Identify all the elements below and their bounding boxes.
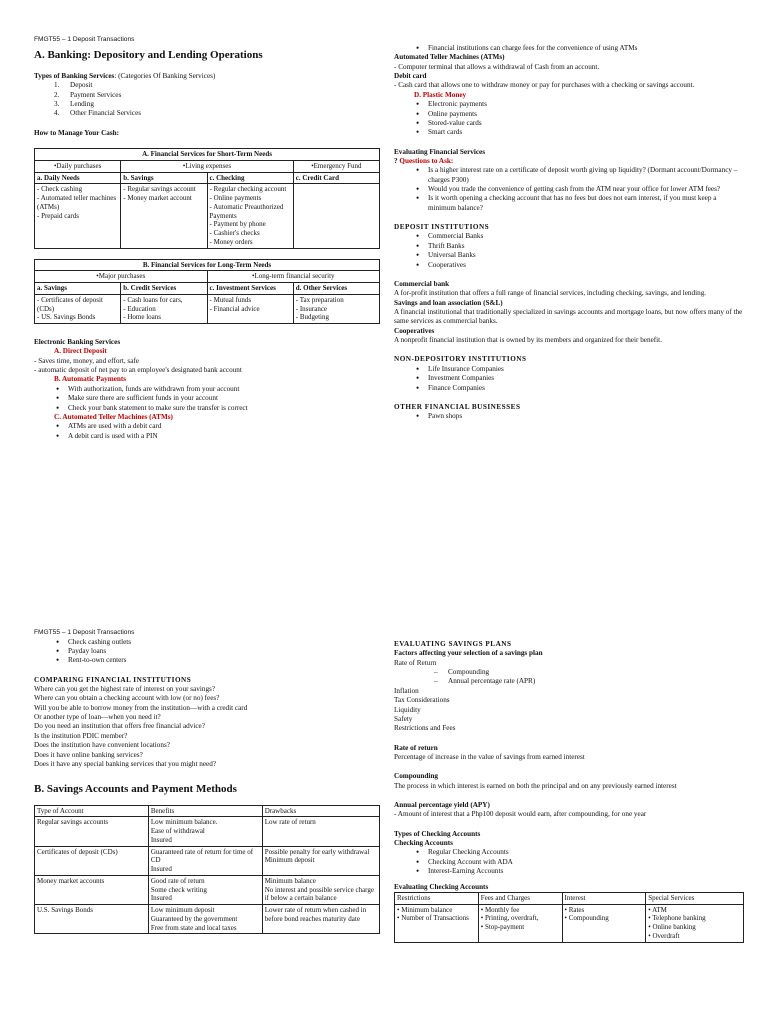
page-one-right-column	[394, 44, 744, 422]
page-header: FMGT55 – 1 Deposit Transactions	[34, 36, 135, 43]
table-subcaption: •Long-term financial security	[207, 271, 380, 283]
atm-definition: - Computer terminal that allows a withdrawal of Cash from an account.	[394, 62, 600, 71]
compare-line: Does the institution have convenient locations?	[34, 741, 170, 750]
types-label: Types of Banking Services	[34, 71, 115, 80]
rate-of-return-definition: Percentage of increase in the value of savings from earned interest	[394, 752, 585, 761]
compounding-definition: The process in which interest is earned on both the principal and on any previously earned interest	[394, 781, 677, 790]
list-item: • A debit card is used with a PIN	[34, 432, 380, 441]
types-rest: : (Categories Of Banking Services)	[114, 71, 216, 80]
list-item: • Investment Companies	[394, 374, 744, 383]
compare-line: Or another type of loan—when you need it?	[34, 713, 161, 722]
automatic-payments-label: B. Automatic Payments	[54, 375, 127, 384]
comparing-heading: COMPARING FINANCIAL INSTITUTIONS	[34, 675, 192, 684]
sl-definition: A financial institutional that traditionally specialized in savings accounts and mortgage loans, but now offers many of the same services as commercial banks.	[394, 307, 743, 326]
types-list	[34, 81, 380, 118]
list-item: • Online payments	[394, 110, 744, 119]
apy-heading: Annual percentage yield (APY)	[394, 801, 490, 810]
evaluating-savings-heading: EVALUATING SAVINGS PLANS	[394, 640, 512, 648]
compare-line: Is the institution PDIC member?	[34, 731, 128, 740]
page-two-right-column	[394, 640, 744, 943]
questions-list	[394, 166, 744, 213]
table-header: Restrictions	[395, 892, 479, 904]
debit-heading: Debit card	[394, 72, 427, 81]
list-item: • Smart cards	[394, 128, 744, 137]
table-row: Money market accounts Good rate of return Some check writing Insured Minimum balance No interest and possible service charge if below a certain balance	[35, 875, 380, 904]
section-b-title: B. Savings Accounts and Payment Methods	[34, 783, 237, 796]
atm-fee-list	[394, 44, 744, 53]
table-cell: - Tax preparation - Insurance - Budgeting	[293, 294, 379, 323]
automatic-payments-list	[34, 385, 380, 413]
evaluating-heading: Evaluating Financial Services	[394, 147, 486, 156]
list-item: • Would you trade the convenience of getting cash from the ATM near your office for lower ATM fees?	[394, 185, 744, 194]
table-caption: A. Financial Services for Short-Term Needs	[35, 149, 380, 161]
types-checking-heading: Types of Checking Accounts	[394, 829, 481, 838]
atm-heading: Automated Teller Machines (ATMs)	[394, 53, 505, 62]
table-subcaption: •Emergency Fund	[293, 160, 379, 172]
rate-of-return-list	[394, 668, 744, 687]
page-two	[0, 512, 768, 1024]
list-item: • Commercial Banks	[394, 232, 744, 241]
table-header: Benefits	[148, 805, 262, 817]
compare-line: Does it have online banking services?	[34, 750, 143, 759]
factor-item: Tax Considerations	[394, 696, 450, 705]
table-header: d. Other Services	[293, 283, 379, 295]
factor-item: Liquidity	[394, 705, 421, 714]
page-two-left-column	[34, 629, 380, 934]
atm-list	[34, 422, 380, 441]
page-one-left-column	[34, 0, 380, 441]
list-item: • Pawn shops	[394, 412, 744, 421]
other-businesses-heading: OTHER FINANCIAL BUSINESSES	[394, 402, 521, 411]
table-row: Regular savings accounts Low minimum balance. Ease of withdrawal Insured Low rate of return	[35, 817, 380, 846]
atm-label: C. Automated Teller Machines (ATMs)	[54, 412, 173, 421]
commercial-bank-definition: A for-profit institution that offers a full range of financial services, including checking, savings, and lending.	[394, 289, 707, 298]
factor-item: Restrictions and Fees	[394, 724, 456, 733]
plastic-money-list	[394, 100, 744, 137]
list-item: • Life Insurance Companies	[394, 365, 744, 374]
list-item: • Is it worth opening a checking account that has no fees but does not earn interest, if you must keep a minimum balance?	[394, 194, 744, 213]
deposit-institutions-list	[394, 232, 744, 269]
list-item: – Compounding	[394, 668, 744, 677]
table-caption: B. Financial Services for Long-Term Needs	[35, 259, 380, 271]
list-item: • With authorization, funds are withdrawn from your account	[34, 385, 380, 394]
list-item: • Check cashing outlets	[34, 638, 380, 647]
list-item: • Interest-Earning Accounts	[394, 867, 744, 876]
compare-line: Will you be able to borrow money from the institution—with a credit card	[34, 703, 248, 712]
page-title: A. Banking: Depository and Lending Operations	[34, 48, 263, 61]
table-header: Drawbacks	[262, 805, 379, 817]
table-header: Fees and Charges	[478, 892, 562, 904]
checking-accounts-heading: Checking Accounts	[394, 839, 453, 848]
questions-label: Questions to Ask:	[399, 156, 454, 165]
other-businesses-continued-list	[34, 638, 380, 666]
table-header: Special Services	[646, 892, 744, 904]
non-depository-heading: NON-DEPOSITORY INSTITUTIONS	[394, 355, 527, 364]
cooperatives-definition: A nonprofit financial institution that is owned by its members and organized for their benefit.	[394, 336, 662, 345]
table-header: c. Credit Card	[293, 172, 379, 184]
rate-of-return-heading: Rate of return	[394, 743, 438, 752]
list-item: • Cooperatives	[394, 261, 744, 270]
compounding-heading: Compounding	[394, 772, 438, 781]
direct-deposit-line: - Saves time, money, and effort, safe	[34, 356, 139, 365]
list-item: • Electronic payments	[394, 100, 744, 109]
factors-heading: Factors affecting your selection of a savings plan	[394, 649, 543, 658]
table-cell	[293, 184, 379, 248]
compare-line: Does it have any special banking services that you might need?	[34, 759, 217, 768]
table-cell: - Check cashing - Automated teller machines (ATMs) - Prepaid cards	[35, 184, 121, 248]
evaluating-checking-heading: Evaluating Checking Accounts	[394, 882, 489, 891]
list-item: • Payday loans	[34, 647, 380, 656]
table-row: • Minimum balance • Number of Transactions • Monthly fee • Printing, overdraft, • Stop-payment • Rates • Compounding • ATM • Telephone banking • Online banking • Overdraft	[395, 904, 744, 942]
page-header: FMGT55 – 1 Deposit Transactions	[34, 629, 135, 636]
sl-heading: Savings and loan association (S&L)	[394, 298, 503, 307]
list-item: 3. Lending	[54, 99, 94, 108]
table-row: U.S. Savings Bonds Low minimum deposit Guaranteed by the government Free from state and local taxes Lower rate of return when cashed in before bond reaches maturity date	[35, 905, 380, 934]
list-item: • Stored-value cards	[394, 119, 744, 128]
factor-item: Inflation	[394, 686, 419, 695]
table-long-term	[34, 259, 380, 325]
apy-definition: - Amount of interest that a Php100 deposit would earn, after compounding, for one year	[394, 810, 647, 819]
compare-line: Where can you get the highest rate of interest on your savings?	[34, 685, 216, 693]
cooperatives-heading: Cooperatives	[394, 326, 435, 335]
list-item: • Rent-to-own centers	[34, 656, 380, 665]
debit-definition: - Cash card that allows one to withdraw money or pay for purchases with a checking or savings account.	[394, 81, 695, 90]
plastic-money-label: D. Plastic Money	[414, 90, 467, 99]
list-item: – Annual percentage rate (APR)	[394, 677, 744, 686]
commercial-bank-heading: Commercial bank	[394, 279, 450, 288]
table-header: Interest	[562, 892, 646, 904]
list-item: 4. Other Financial Services	[54, 109, 142, 118]
list-item: • Universal Banks	[394, 251, 744, 260]
table-cell: - Regular checking account - Online payments - Automatic Preauthorized Payments - Payment by phone - Cashier's checks - Money orders	[207, 184, 293, 248]
list-item: • Check your bank statement to make sure the transfer is correct	[34, 404, 380, 413]
list-item: • Make sure there are sufficient funds in your account	[34, 394, 380, 403]
non-depository-list	[394, 365, 744, 393]
list-item: • Thrift Banks	[394, 242, 744, 251]
list-item: 2. Payment Services	[54, 90, 122, 99]
list-item: • Regular Checking Accounts	[394, 848, 744, 857]
other-businesses-list	[394, 412, 744, 421]
table-header: a. Savings	[35, 283, 121, 295]
list-item: • Checking Account with ADA	[394, 858, 744, 867]
table-cell: - Mutual funds - Financial advice	[207, 294, 293, 323]
table-header: b. Savings	[121, 172, 207, 184]
table-cell: - Cash loans for cars, - Education - Home loans	[121, 294, 207, 323]
table-header: c. Checking	[207, 172, 293, 184]
deposit-institutions-heading: DEPOSIT INSTITUTIONS	[394, 223, 490, 232]
list-item: 1. Deposit	[54, 81, 93, 90]
table-cell: - Regular savings account - Money market account	[121, 184, 207, 248]
compare-line: Do you need an institution that offers free financial advice?	[34, 722, 205, 731]
checking-accounts-list	[394, 848, 744, 876]
table-subcaption: •Daily purchases	[35, 160, 121, 172]
factor-item: Safety	[394, 714, 413, 723]
list-item: • ATMs are used with a debit card	[34, 422, 380, 431]
questions-heading: ? Questions to Ask:	[394, 156, 454, 165]
list-item: • Finance Companies	[394, 384, 744, 393]
table-subcaption: •Major purchases	[35, 271, 208, 283]
table-header: c. Investment Services	[207, 283, 293, 295]
table-header: b. Credit Services	[121, 283, 207, 295]
manage-heading: How to Manage Your Cash:	[34, 128, 120, 137]
direct-deposit-line: - automatic deposit of net pay to an employee's designated bank account	[34, 366, 242, 375]
evaluating-checking-table	[394, 892, 744, 943]
direct-deposit-label: A. Direct Deposit	[54, 347, 107, 356]
rate-of-return-label: Rate of Return	[394, 658, 437, 667]
compare-line: Where can you obtain a checking account with low (or no) fees?	[34, 694, 220, 703]
table-header: Type of Account	[35, 805, 149, 817]
savings-accounts-table	[34, 805, 380, 935]
table-row: Certificates of deposit (CDs) Guaranteed rate of return for time of CD Insured Possible penalty for early withdrawal Minimum deposit	[35, 846, 380, 875]
types-heading	[34, 72, 380, 81]
table-short-term	[34, 148, 380, 249]
ebanking-heading: Electronic Banking Services	[34, 338, 121, 347]
list-item: • Financial institutions can charge fees for the convenience of using ATMs	[394, 44, 744, 53]
table-subcaption: •Living expenses	[121, 160, 294, 172]
list-item: • Is a higher interest rate on a certificate of deposit worth giving up liquidity? (Dormant account/Dormancy – charges P300)	[394, 166, 744, 185]
table-cell: - Certificates of deposit (CDs) - US. Savings Bonds	[35, 294, 121, 323]
table-header: a. Daily Needs	[35, 172, 121, 184]
